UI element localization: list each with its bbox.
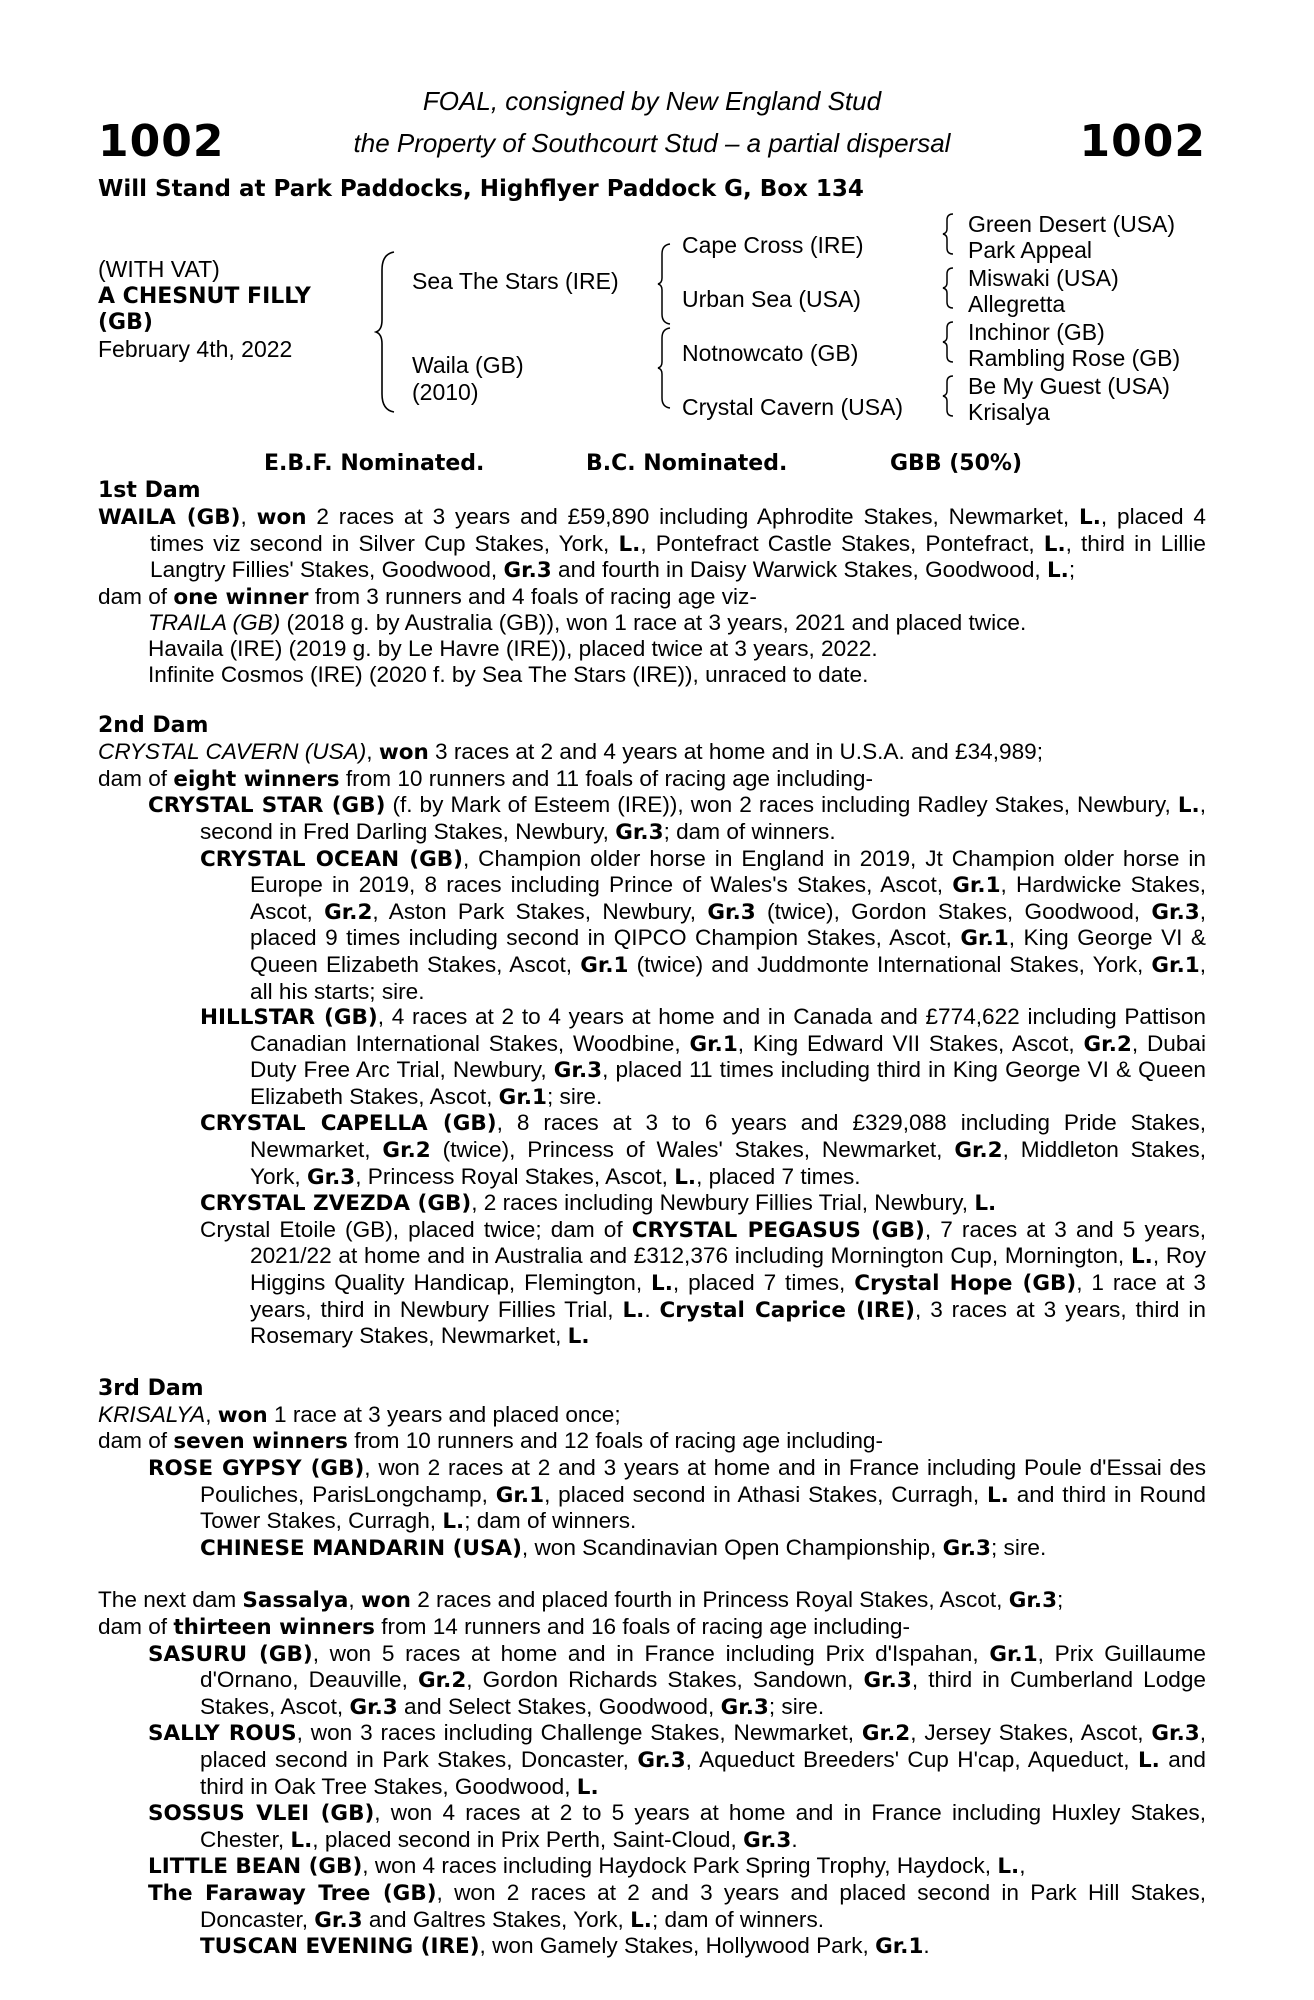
first-dam-produce-list bbox=[98, 610, 1206, 687]
third-dam-produce-list bbox=[98, 1455, 1206, 1561]
produce-entry: HILLSTAR (GB), 4 races at 2 to 4 years at home and in Canada and £774,622 including Pattison Canadian International Stakes, Woodbine, Gr.1, King Edward VII Stakes, Ascot, Gr.2, Dubai Duty Free Arc Trial, Newbury, Gr.3, placed 11 times including third in King George VI & Queen Elizabeth Stakes, Ascot, Gr.1; sire. bbox=[200, 1004, 1207, 1110]
produce-item: Havaila (IRE) (2019 g. by Le Havre (IRE)), placed twice at 3 years, 2022. bbox=[148, 635, 878, 661]
next-dam-produce-list bbox=[98, 1641, 1206, 1960]
sire-name: Sea The Stars (IRE) bbox=[412, 268, 619, 294]
produce-entry: CRYSTAL OCEAN (GB), Champion older horse in England in 2019, Jt Champion older horse in Europe in 2019, 8 races including Prince of Wales's Stakes, Ascot, Gr.1, Hardwicke Stakes, Ascot, Gr.2, Aston Park Stakes, Newbury, Gr.3 (twice), Gordon Stakes, Goodwood, Gr.3, placed 9 times including second in QIPCO Champion Stakes, Ascot, Gr.1, King George VI & Queen Elizabeth Stakes, Ascot, Gr.1 (twice) and Juddmonte International Stakes, York, Gr.1, all his starts; sire. bbox=[200, 845, 1206, 1004]
third-dam-record: KRISALYA, won 1 race at 3 years and placed once; bbox=[98, 1401, 621, 1428]
produce-entry: Crystal Etoile (GB), placed twice; dam of CRYSTAL PEGASUS (GB), 7 races at 3 and 5 years, 2021/22 at home and in Australia and £312,376 including Mornington Cup, Mornington, L., Roy Higgins Quality Handicap, Flemington, L., placed 7 times, Crystal Hope (GB), 1 race at 3 years, third in Newbury Fillies Trial, L.. Crystal Caprice (IRE), 3 races at 3 years, third in Rosemary Stakes, Newmarket, L. bbox=[200, 1216, 1207, 1350]
dam-sire: Notnowcato (GB) bbox=[682, 340, 859, 366]
second-dam-produce-summary: dam of eight winners from 10 runners and 11 foals of racing age including- bbox=[98, 765, 873, 792]
brace-dam bbox=[656, 326, 672, 410]
pedigree-table bbox=[98, 206, 1206, 450]
dam-foaling-year: (2010) bbox=[412, 379, 479, 405]
produce-entry: CHINESE MANDARIN (USA), won Scandinavian Open Championship, Gr.3; sire. bbox=[200, 1534, 1047, 1561]
grandsire-6: Rambling Rose (GB) bbox=[968, 345, 1181, 371]
second-dam-record: CRYSTAL CAVERN (USA), won 3 races at 2 and 4 years at home and in U.S.A. and £34,989; bbox=[98, 739, 1043, 766]
grandsire-7: Be My Guest (USA) bbox=[968, 373, 1170, 399]
brace-g56 bbox=[940, 320, 956, 364]
produce-entry: CRYSTAL ZVEZDA (GB), 2 races including Newbury Fillies Trial, Newbury, L. bbox=[200, 1190, 997, 1217]
grandsire-5: Inchinor (GB) bbox=[968, 319, 1105, 345]
consignment-info bbox=[98, 80, 1206, 164]
bc-nomination: B.C. Nominated. bbox=[586, 451, 788, 476]
grandsire-4: Allegretta bbox=[968, 291, 1066, 317]
horse-origin: (GB) bbox=[98, 310, 153, 335]
ebf-nomination: E.B.F. Nominated. bbox=[264, 451, 485, 476]
produce-item: Infinite Cosmos (IRE) (2020 f. by Sea The Stars (IRE)), unraced to date. bbox=[148, 661, 869, 687]
consignment-line-1: FOAL, consigned by New England Stud bbox=[422, 86, 882, 116]
foaling-date: February 4th, 2022 bbox=[98, 336, 293, 362]
vat-note: (WITH VAT) bbox=[98, 256, 220, 282]
grandsire-2: Park Appeal bbox=[968, 237, 1093, 263]
brace-main bbox=[374, 250, 398, 414]
produce-entry: ROSE GYPSY (GB), won 2 races at 2 and 3 years at home and in France including Poule d'Essai des Pouliches, ParisLongchamp, Gr.1, placed second in Athasi Stakes, Curragh, L. and third in Round Tower Stakes, Curragh, L.; dam of winners. bbox=[148, 1455, 1206, 1535]
sire-sire: Cape Cross (IRE) bbox=[682, 232, 864, 258]
produce-entry: CRYSTAL CAPELLA (GB), 8 races at 3 to 6 years and £329,088 including Pride Stakes, Newmarket, Gr.2 (twice), Princess of Wales' Stakes, Newmarket, Gr.2, Middleton Stakes, York, Gr.3, Princess Royal Stakes, Ascot, L., placed 7 times. bbox=[200, 1110, 1206, 1190]
produce-item: TRAILA (GB) (2018 g. by Australia (GB)), won 1 race at 3 years, 2021 and placed twice. bbox=[148, 610, 1027, 636]
grandsire-3: Miswaki (USA) bbox=[968, 265, 1119, 291]
catalogue-page bbox=[98, 80, 1206, 1960]
lot-number-right: 1002 bbox=[1079, 116, 1206, 167]
dam-name: Waila (GB) bbox=[412, 352, 524, 378]
next-dam-section bbox=[98, 1587, 1206, 1959]
brace-g34 bbox=[940, 266, 956, 310]
nominations-row bbox=[98, 450, 1206, 478]
produce-entry: LITTLE BEAN (GB), won 4 races including Haydock Park Spring Trophy, Haydock, L., bbox=[148, 1853, 1026, 1880]
brace-g12 bbox=[940, 212, 956, 256]
produce-entry: The Faraway Tree (GB), won 2 races at 2 and 3 years and placed second in Park Hill Stakes, Doncaster, Gr.3 and Galtres Stakes, York, L.; dam of winners. bbox=[148, 1879, 1206, 1933]
third-dam-produce-summary: dam of seven winners from 10 runners and 12 foals of racing age including- bbox=[98, 1428, 883, 1455]
grandsire-8: Krisalya bbox=[968, 399, 1050, 425]
second-dam-title: 2nd Dam bbox=[98, 713, 209, 739]
first-dam-produce-summary: dam of one winner from 3 runners and 4 foals of racing age viz- bbox=[98, 583, 757, 610]
horse-description: A CHESNUT FILLY bbox=[98, 284, 311, 309]
gbb-status: GBB (50%) bbox=[890, 451, 1023, 476]
lot-number-left: 1002 bbox=[98, 116, 225, 167]
consignment-line-2: the Property of Southcourt Stud – a partial dispersal bbox=[353, 128, 951, 158]
first-dam-section bbox=[98, 478, 1206, 687]
first-dam-title: 1st Dam bbox=[98, 478, 201, 503]
grandsire-1: Green Desert (USA) bbox=[968, 211, 1176, 237]
produce-entry: SALLY ROUS, won 3 races including Challenge Stakes, Newmarket, Gr.2, Jersey Stakes, Ascot, Gr.3, placed second in Park Stakes, Doncaster, Gr.3, Aqueduct Breeders' Cup H'cap, Aqueduct, L. and third in Oak Tree Stakes, Goodwood, L. bbox=[148, 1720, 1206, 1800]
brace-g78 bbox=[940, 374, 956, 418]
stabling-location: Will Stand at Park Paddocks, Highflyer Paddock G, Box 134 bbox=[98, 176, 864, 202]
dam-dam: Crystal Cavern (USA) bbox=[682, 394, 904, 420]
next-dam-record: The next dam Sassalya, won 2 races and placed fourth in Princess Royal Stakes, Ascot, Gr.3; bbox=[98, 1587, 1064, 1614]
page-header bbox=[98, 80, 1206, 172]
produce-entry: CRYSTAL STAR (GB) (f. by Mark of Esteem (IRE)), won 2 races including Radley Stakes, Newbury, L., second in Fred Darling Stakes, Newbury, Gr.3; dam of winners. bbox=[148, 792, 1207, 845]
third-dam-title: 3rd Dam bbox=[98, 1375, 204, 1401]
produce-entry: SASURU (GB), won 5 races at home and in France including Prix d'Ispahan, Gr.1, Prix Guillaume d'Ornano, Deauville, Gr.2, Gordon Richards Stakes, Sandown, Gr.3, third in Cumberland Lodge Stakes, Ascot, Gr.3 and Select Stakes, Goodwood, Gr.3; sire. bbox=[148, 1640, 1206, 1720]
first-dam-record: WAILA (GB), won 2 races at 3 years and £59,890 including Aphrodite Stakes, Newmarket, L., placed 4 times viz second in Silver Cup Stakes, York, L., Pontefract Castle Stakes, Pontefract, L., third in Lillie Langtry Fillies' Stakes, Goodwood, Gr.3 and fourth in Daisy Warwick Stakes, Goodwood, L.; bbox=[98, 504, 1206, 584]
sire-dam: Urban Sea (USA) bbox=[682, 286, 861, 312]
second-dam-section bbox=[98, 713, 1206, 1350]
produce-entry: SOSSUS VLEI (GB), won 4 races at 2 to 5 years at home and in France including Huxley Stakes, Chester, L., placed second in Prix Perth, Saint-Cloud, Gr.3. bbox=[148, 1800, 1206, 1853]
brace-sire bbox=[656, 242, 672, 326]
produce-entry: TUSCAN EVENING (IRE), won Gamely Stakes, Hollywood Park, Gr.1. bbox=[200, 1933, 930, 1960]
next-dam-produce-summary: dam of thirteen winners from 14 runners and 16 foals of racing age including- bbox=[98, 1613, 911, 1640]
third-dam-section bbox=[98, 1376, 1206, 1562]
second-dam-produce-list bbox=[98, 792, 1206, 1349]
